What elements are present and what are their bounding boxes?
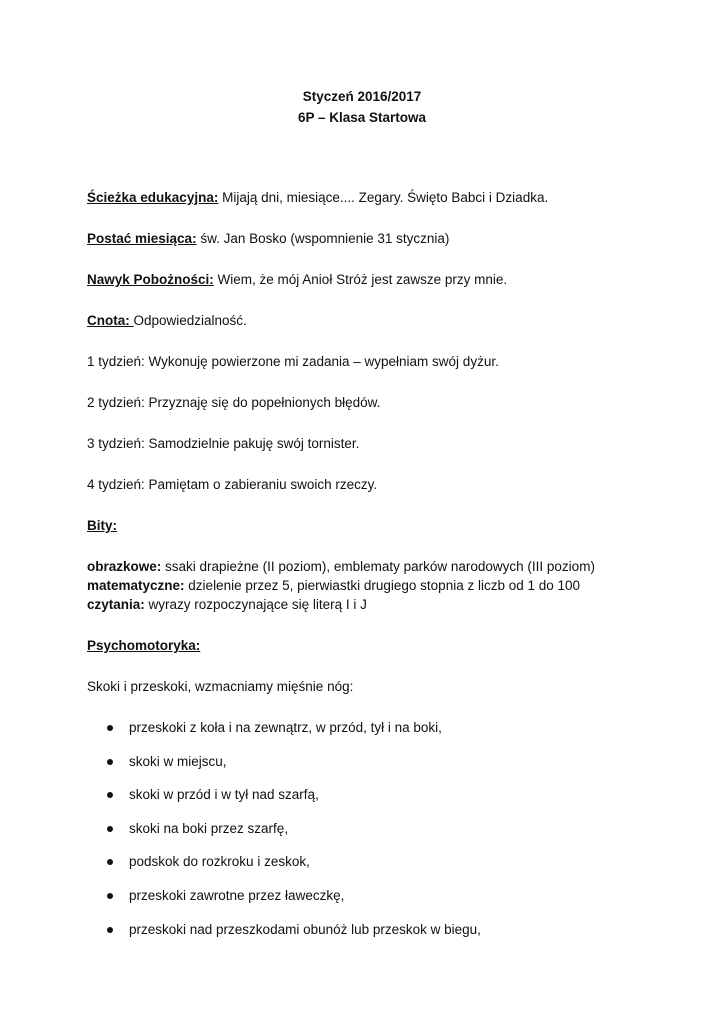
sciezka-label: Ścieżka edukacyjna: [87, 190, 219, 205]
nawyk-poboznosci [87, 270, 647, 289]
postac-miesiaca [87, 229, 647, 248]
list-item [87, 718, 647, 737]
document-title [0, 86, 724, 128]
list-item [87, 752, 647, 771]
psychomotoryka-heading [87, 636, 647, 655]
postac-text: św. Jan Bosko (wspomnienie 31 stycznia) [196, 231, 450, 246]
matematyczne-label: matematyczne: [87, 578, 185, 593]
list-item-text: skoki na boki przez szarfę, [129, 820, 289, 836]
list-item-text: przeskoki nad przeszkodami obunóż lub przeskok w biegu, [129, 921, 481, 937]
list-item [87, 852, 647, 871]
document-body [87, 188, 647, 953]
bullet-icon [107, 725, 113, 731]
czytania-text: wyrazy rozpoczynające się literą I i J [144, 597, 367, 612]
title-class: 6P – Klasa Startowa [297, 110, 427, 125]
list-item-text: skoki w przód i w tył nad szarfą, [129, 787, 319, 803]
list-item [87, 785, 647, 804]
bity-matematyczne [87, 576, 647, 595]
matematyczne-text: dzielenie przez 5, pierwiastki drugiego stopnia z liczb od 1 do 100 [184, 578, 581, 593]
bullet-icon [107, 859, 113, 865]
week-1: 1 tydzień: Wykonuję powierzone mi zadania – wypełniam swój dyżur. [87, 354, 499, 369]
exercise-list [87, 718, 647, 939]
cnota-text: Odpowiedzialność. [133, 313, 247, 328]
list-item-text: przeskoki zawrotne przez ławeczkę, [129, 887, 345, 903]
list-item-text: przeskoki z koła i na zewnątrz, w przód, tył i na boki, [129, 720, 442, 735]
postac-label: Postać miesiąca: [87, 231, 197, 246]
list-item-text: podskok do rozkroku i zeskok, [129, 854, 310, 870]
week-4: 4 tydzień: Pamiętam o zabieraniu swoich rzeczy. [87, 477, 378, 492]
bullet-icon [107, 927, 113, 933]
list-item [87, 920, 647, 939]
list-item [87, 819, 647, 838]
psychomotoryka-intro: Skoki i przeskoki, wzmacniamy mięśnie nóg: [87, 679, 354, 694]
sciezka-edukacyjna [87, 188, 647, 207]
list-item-text: skoki w miejscu, [129, 753, 227, 769]
week-3: 3 tydzień: Samodzielnie pakuję swój tornister. [87, 436, 360, 451]
bity-obrazkowe [87, 557, 647, 576]
title-month: Styczeń 2016/2017 [302, 89, 422, 104]
psychomotoryka-label: Psychomotoryka: [87, 638, 201, 653]
bity-czytania [87, 595, 647, 614]
obrazkowe-label: obrazkowe: [87, 559, 162, 574]
bity-label: Bity: [87, 518, 117, 533]
czytania-label: czytania: [87, 597, 145, 612]
obrazkowe-text: ssaki drapieżne (II poziom), emblematy parków narodowych (III poziom) [161, 559, 595, 574]
bullet-icon [107, 792, 113, 798]
bity-heading [87, 516, 647, 535]
cnota-label: Cnota: [87, 313, 134, 328]
sciezka-text: Mijają dni, miesiące.... Zegary. Święto Babci i Dziadka. [218, 190, 549, 205]
week-2: 2 tydzień: Przyznaję się do popełnionych błędów. [87, 395, 381, 410]
nawyk-label: Nawyk Pobożności: [87, 272, 214, 287]
list-item [87, 886, 647, 905]
bullet-icon [107, 759, 113, 765]
bullet-icon [107, 826, 113, 832]
nawyk-text: Wiem, że mój Anioł Stróż jest zawsze przy mnie. [213, 272, 508, 287]
cnota [87, 311, 647, 330]
bullet-icon [107, 893, 113, 899]
